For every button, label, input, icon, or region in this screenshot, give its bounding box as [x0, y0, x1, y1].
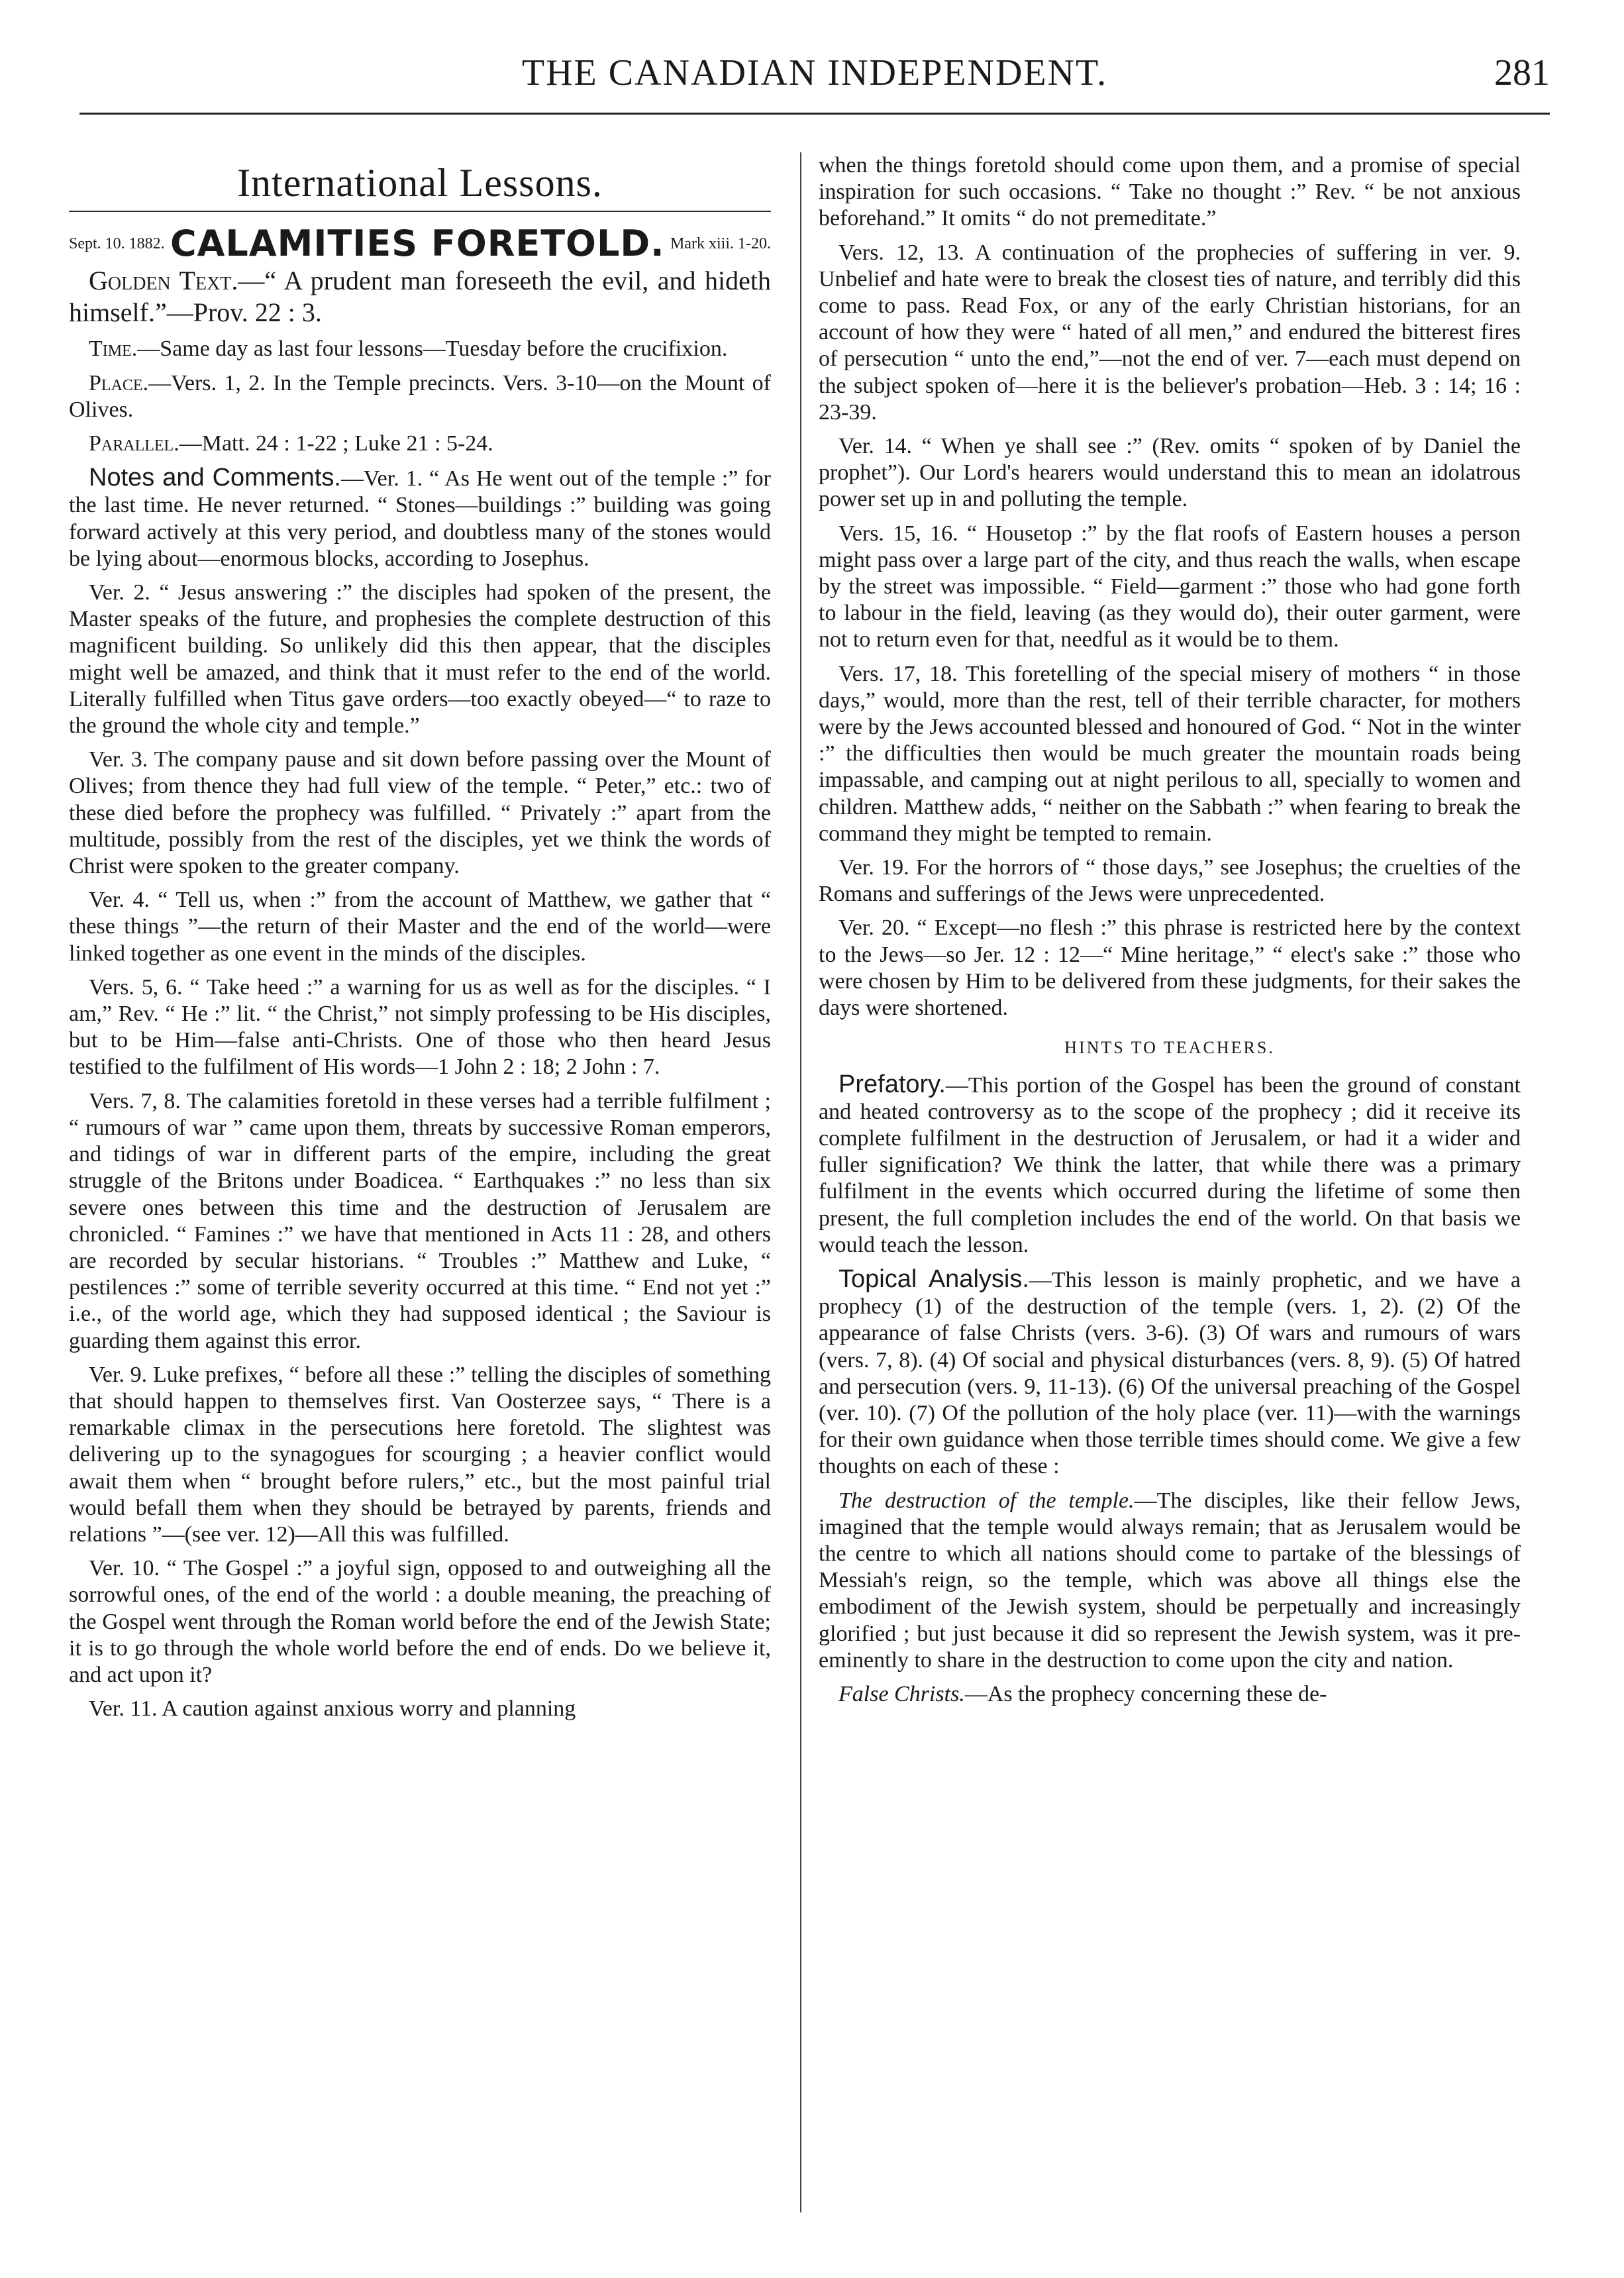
topical-label: Topical Analysis.: [838, 1265, 1029, 1293]
commentary-paragraph: Vers. 15, 16. “ Housetop :” by the flat roofs of Eastern houses a person might pass over a large part of the city, and thus reach the walls, when escape by the street was impossible. “ Field—garment :” those who had gone forth to labour in the field, leaving (as they would do), their outer garment, were not to return even for that, needful as it would be to them.: [819, 521, 1521, 652]
commentary-paragraph: Vers. 17, 18. This foretelling of the special misery of mothers “ in those days,” would, more than the rest, tell of their terrible character, for mothers were by the Jews accounted blessed and honoured of God. “ Not in the winter :” the difficulties then would be much greater the mountain roads being impassable, and camping out at night perilous to all, specially to women and children. Matthew adds, “ neither on the Sabbath :” when fearing to break the command they might be tempted to remain.: [819, 661, 1521, 846]
lesson-scripture-ref: Mark xiii. 1-20.: [670, 235, 771, 253]
place-label: Place.: [89, 370, 149, 395]
running-header: [79, 40, 1550, 115]
topical-paragraph: [819, 1266, 1521, 1480]
parallel-paragraph: [69, 431, 771, 457]
place-text: —Vers. 1, 2. In the Temple precincts. Vers. 3-10—on the Mount of Olives.: [69, 370, 771, 422]
time-label: Time.: [89, 337, 138, 362]
false-christs-paragraph: [819, 1681, 1521, 1708]
commentary-paragraph: when the things foretold should come upon them, and a promise of special inspiration for such occasions. “ Take no thought :” Rev. “ be not anxious beforehand.” It omits “ do not premeditate.”: [819, 153, 1521, 231]
lesson-header: [69, 223, 771, 265]
topical-text: —This lesson is mainly prophetic, and we have a prophecy (1) of the destruction of the temple (vers. 1, 2). (2) Of the appearance of false Christs (vers. 3-6). (3) Of wars and rumours of wars (vers. 7, 8). (4) Of social and physical disturbances (vers. 8, 9). (5) Of hatred and persecution (vers. 9, 11-13). (6) Of the universal preaching of the Gospel (ver. 10). (7) Of the pollution of the holy place (ver. 11)—with the warnings for their own guidance when those terrible times should come. We give a few thoughts on each of these :: [819, 1267, 1521, 1479]
time-text: —Same day as last four lessons—Tuesday before the crucifixion.: [137, 337, 728, 362]
commentary-paragraph: Ver. 3. The company pause and sit down before passing over the Mount of Olives; from thence they had full view of the temple. “ Peter,” etc.: two of these died before the prophecy was fulfilled. “ Privately :” apart from the multitude, possibly from the rest of the disciples, yet we think the words of Christ were spoken to the greater company.: [69, 747, 771, 879]
notes-text: —Ver. 1. “ As He went out of the temple :” for the last time. He never returned. “ Stones—buildings :” building was going forward actively at this very period, and doubtless many of the stones would be lying about—enormous blocks, according to Josephus.: [69, 466, 771, 571]
left-column: [69, 152, 771, 1730]
commentary-paragraph: Ver. 4. “ Tell us, when :” from the account of Matthew, we gather that “ these things ”—the return of their Master and the end of the world—were linked together as one event in the minds of the disciples.: [69, 888, 771, 966]
commentary-paragraph: Ver. 19. For the horrors of “ those days,” see Josephus; the cruelties of the Romans and sufferings of the Jews were unprecedented.: [819, 855, 1521, 907]
place-paragraph: [69, 370, 771, 423]
destruction-text: —The disciples, like their fellow Jews, imagined that the temple would always remain; that as Jerusalem would be the centre to which all nations should come to partake of the blessings of Messiah's reign, so the temple, which was above all things else the embodiment of the Jewish system, should be perpetually and increasingly glorified ; but just because it did so represent the Jewish system, was it pre-eminently to share in the destruction to come upon the city and nation.: [819, 1488, 1521, 1673]
commentary-paragraph: Ver. 10. “ The Gospel :” a joyful sign, opposed to and outweighing all the sorrowful ones, of the end of the world : a double meaning, the preaching of the Gospel went through the Roman world before the end of the Jewish State; it is to go through the whole world before the end of ends. Do we believe it, and act upon it?: [69, 1556, 771, 1687]
prefatory-label: Prefatory.: [838, 1070, 946, 1098]
time-paragraph: [69, 336, 771, 362]
prefatory-paragraph: [819, 1071, 1521, 1259]
commentary-paragraph: Ver. 11. A caution against anxious worry and planning: [89, 1696, 576, 1722]
lesson-date: Sept. 10. 1882.: [69, 235, 165, 253]
commentary-paragraph: Vers. 12, 13. A continuation of the prophecies of suffering in ver. 9. Unbelief and hate were to break the closest ties of nature, and terribly did this come to pass. Read Fox, or any of the early Christian historians, for an account of how they were “ hated of all men,” and endured the bitterest fires of persecution “ unto the end,”—not the end of ver. 7—each must depend on the subject spoken of—here it is the believer's probation—Heb. 3 : 14; 16 : 23-39.: [819, 240, 1521, 425]
prefatory-text: —This portion of the Gospel has been the ground of constant and heated controversy as to the scope of the prophecy ; did it receive its complete fulfilment in the destruction of Jerusalem, or had it a wider and fuller signification? We think the latter, that while there was a primary fulfilment in the events which occurred during the lifetime of some then present, the full completion includes the end of the world. On that basis we would teach the lesson.: [819, 1072, 1521, 1257]
right-column: [819, 152, 1521, 1715]
section-title: International Lessons.: [69, 170, 771, 212]
commentary-paragraph: Ver. 20. “ Except—no flesh :” this phrase is restricted here by the context to the Jews—so Jer. 12 : 12—“ Mine heritage,” “ elect's sake :” those who were chosen by Him to be delivered from these judgments, for their sakes the days were shortened.: [819, 915, 1521, 1021]
commentary-paragraph: Vers. 5, 6. “ Take heed :” a warning for us as well as for the disciples. “ I am,” Rev. “ He :” lit. “ the Christ,” not simply professing to be His disciples, but to be Him—false anti-Christs. One of those who then heard Jesus testified to the fulfilment of His words—1 John 2 : 18; 2 John : 7.: [69, 974, 771, 1080]
journal-title: THE CANADIAN INDEPENDENT.: [521, 52, 1108, 93]
page-number: 281: [1494, 52, 1550, 93]
commentary-paragraph: Vers. 7, 8. The calamities foretold in these verses had a terrible fulfilment ; “ rumours of war ” came upon them, threats by successive Roman emperors, and tidings of war in different parts of the empire, including the great struggle of the Britons under Boadicea. “ Earthquakes :” no less than six severe ones between this time and the destruction of Jerusalem are chronicled. “ Famines :” we have that mentioned in Acts 11 : 28, and others are recorded by secular historians. “ Troubles :” Matthew and Luke, “ pestilences :” some of terrible severity occurred at this time. “ End not yet :” i.e., of the world age, which they had supposed identical ; the Saviour is guarding them against this error.: [69, 1088, 771, 1353]
destruction-label: The destruction of the temple.: [838, 1488, 1135, 1513]
commentary-paragraph: Ver. 2. “ Jesus answering :” the disciples had spoken of the present, the Master speaks of the future, and prophesies the complete destruction of this magnificent building. So unlikely did this then appear, that the disciples might well be amazed, and think that it must refer to the end of the world. Literally fulfilled when Titus gave orders—too exactly obeyed—“ to raze to the ground the whole city and temple.”: [69, 580, 771, 739]
commentary-paragraph: Ver. 9. Luke prefixes, “ before all these :” telling the disciples of something that should happen to themselves first. Van Oosterzee says, “ There is a remarkable climax in the persecutions here foretold. The slightest was delivering up to the synagogues for scourging ; a heavier conflict would await them when “ brought before rulers,” etc., but the most painful trial would befall them when they should be betrayed by parents, friends and relations ”—(see ver. 12)—All this was fulfilled.: [69, 1362, 771, 1547]
false-christs-text: —As the prophecy concerning these de-: [964, 1681, 1327, 1706]
hints-heading: HINTS TO TEACHERS.: [1064, 1038, 1275, 1058]
destruction-paragraph: [819, 1488, 1521, 1674]
commentary-paragraph: Ver. 14. “ When ye shall see :” (Rev. omits “ spoken of by Daniel the prophet”). Our Lord's hearers would understand this to mean an idolatrous power set up in and polluting the temple.: [819, 434, 1521, 512]
lesson-title: CALAMITIES FORETOLD.: [170, 223, 665, 265]
false-christs-label: False Christs.: [838, 1681, 965, 1706]
golden-text: [69, 265, 771, 329]
parallel-label: Parallel.: [89, 431, 179, 456]
notes-label: Notes and Comments.: [89, 464, 341, 492]
golden-text-label: Golden Text.: [89, 266, 238, 296]
golden-text-body: —“ A prudent man foreseeth the evil, and hideth himself.”—Prov. 22 : 3.: [69, 266, 771, 328]
notes-paragraph: [69, 464, 771, 572]
column-divider: [800, 152, 801, 2212]
parallel-text: —Matt. 24 : 1-22 ; Luke 21 : 5-24.: [179, 431, 493, 456]
